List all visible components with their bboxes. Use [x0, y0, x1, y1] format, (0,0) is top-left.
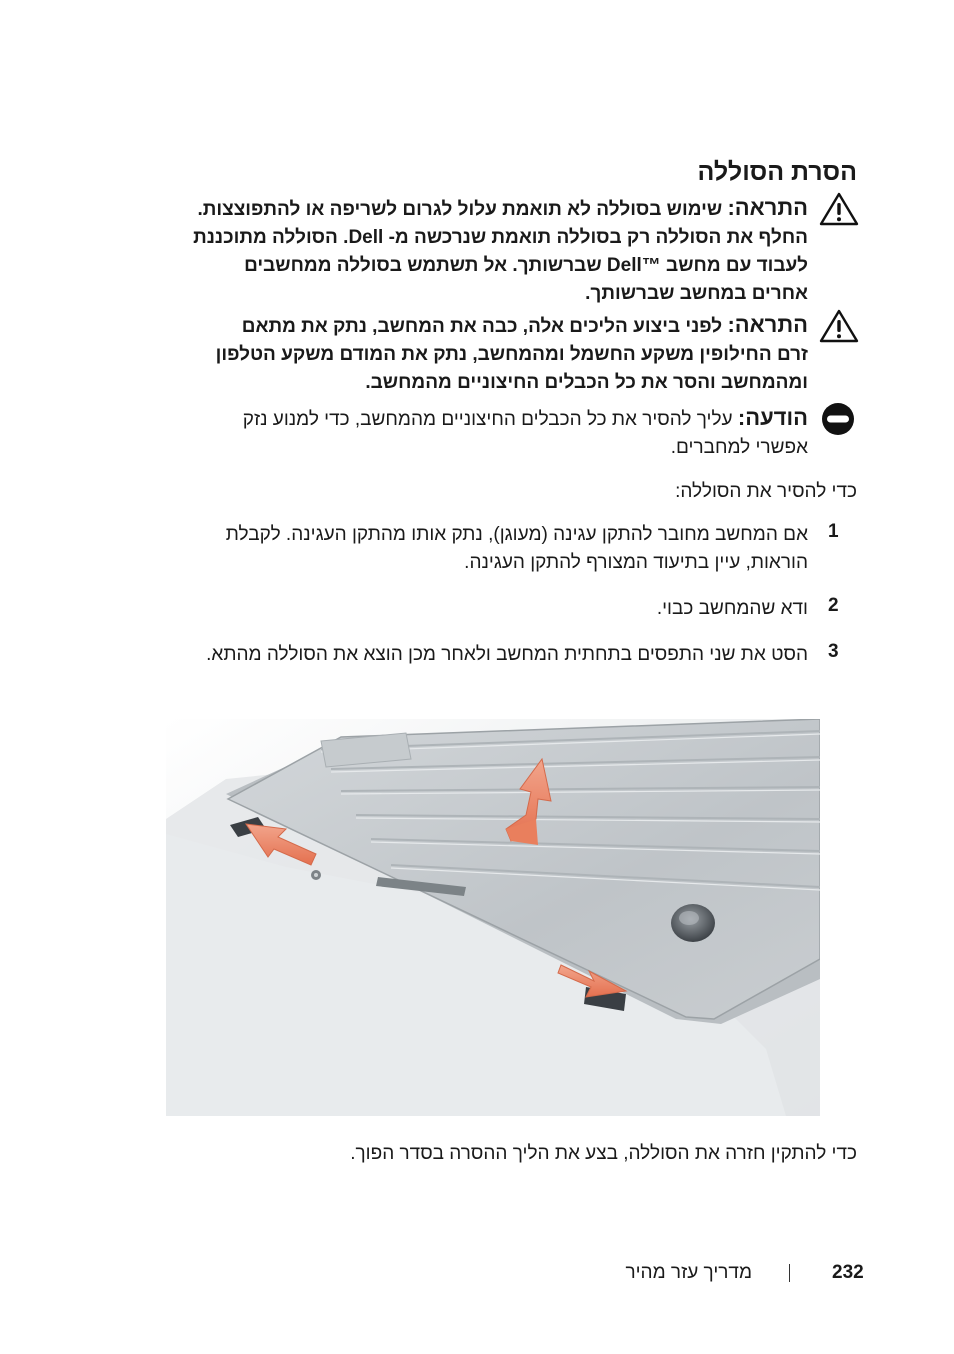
warning-triangle-icon — [819, 192, 859, 226]
intro-text: כדי להסיר את הסוללה: — [675, 481, 857, 502]
caution-text: זרם החילופין משקע החשמל ומהמחשב, נתק את המודם משקע הטלפון — [215, 344, 808, 365]
step-1-text — [148, 521, 808, 577]
guide-title: מדריך עזר מהיר — [625, 1262, 752, 1283]
caution-text: ומהמחשב והסר את כל הכבלים החיצוניים מהמחשב. — [365, 372, 808, 393]
caution-text: לעבוד עם מחשב ™Dell שברשותך. אל תשתמש בסוללה ממחשבים — [244, 255, 808, 276]
step-number: 2 — [828, 595, 839, 616]
caution-text: אחרים במחשב שברשותך. — [585, 283, 808, 304]
notice-label: הודעה: — [737, 405, 808, 430]
step-3-text: הסט את שני התפסים בתחתית המחשב ולאחר מכן הוצא את הסוללה מהתא. — [206, 644, 808, 665]
caution-block-2 — [128, 311, 808, 397]
caution-block-1 — [128, 194, 808, 308]
page-number: 232 — [832, 1262, 864, 1283]
step-line: הוראות, עיין בתיעוד המצורף להתקן העגינה. — [464, 552, 808, 573]
battery-removal-illustration — [166, 719, 820, 1116]
notice-text: עליך להסיר את כל הכבלים החיצוניים מהמחשב, כדי למנוע נזק — [242, 409, 733, 430]
caution-label: התראה: — [727, 195, 808, 220]
warning-triangle-icon — [819, 309, 859, 343]
caution-text: שימוש בסוללה לא תואמת עלול לגרום לשריפה או להתפוצצות. — [197, 199, 723, 220]
section-title: הסרת הסוללה — [697, 158, 857, 186]
step-line: אם המחשב מחובר להתקן עגינה (מעוגן), נתק אותו מהתקן העגינה. לקבלת — [225, 524, 808, 545]
caution-text: החלף את הסוללה רק בסוללה תואמת שנרכשה מ- Dell. הסוללה מתוכננת — [193, 227, 808, 248]
step-number: 3 — [828, 641, 839, 662]
notice-block — [128, 404, 808, 462]
notice-stop-icon — [820, 401, 856, 437]
footer-divider — [789, 1264, 790, 1282]
notice-text: אפשרי למחברים. — [670, 437, 808, 458]
caution-text: לפני ביצוע הליכים אלה, כבה את המחשב, נתק את מתאם — [241, 316, 723, 337]
closing-text: כדי להתקין חזרה את הסוללה, בצע את הליך ההסרה בסדר הפוך. — [350, 1143, 857, 1164]
step-number: 1 — [828, 521, 839, 542]
step-2-text: ודא שהמחשב כבוי. — [656, 598, 808, 619]
caution-label: התראה: — [727, 312, 808, 337]
